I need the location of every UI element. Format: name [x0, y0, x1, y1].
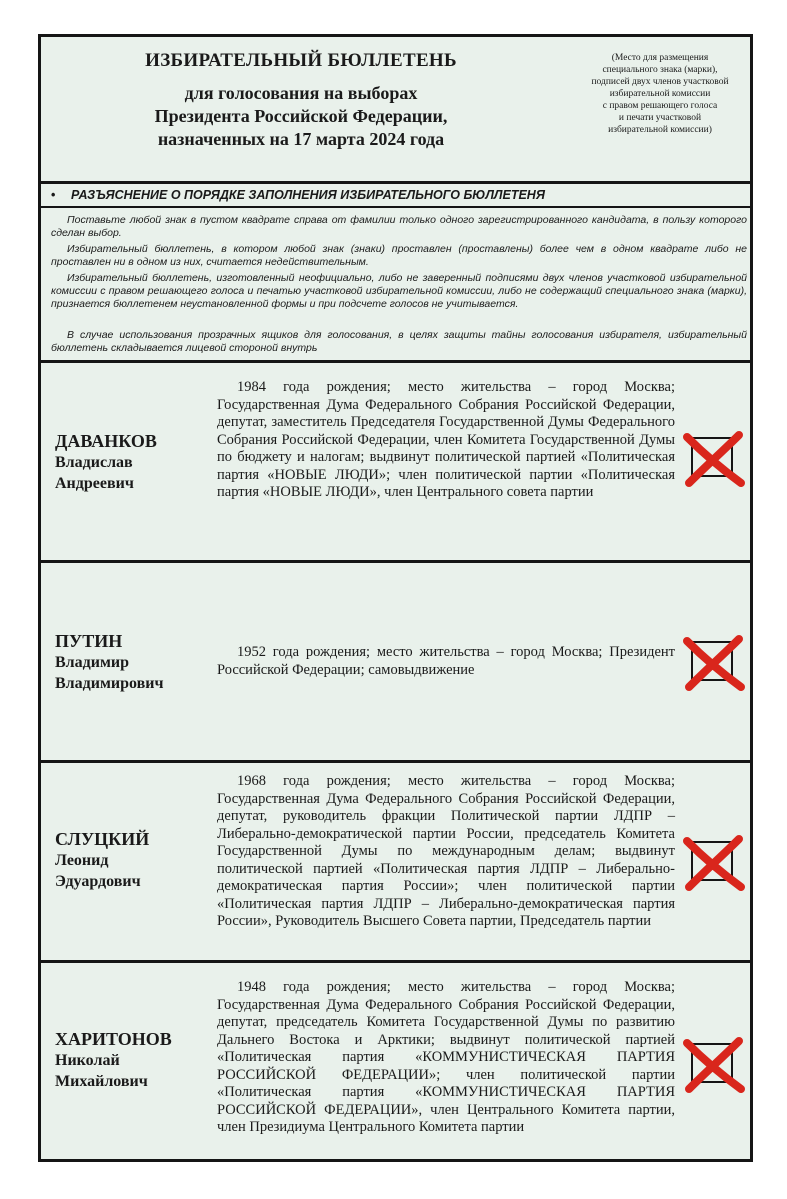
candidate-last-name: ХАРИТОНОВ: [55, 1029, 172, 1049]
vote-checkbox[interactable]: [691, 841, 733, 881]
stamp-note-line: специального знака (марки),: [602, 65, 718, 75]
explanation-body: [41, 208, 750, 363]
stamp-note-line: избирательной комиссии): [608, 125, 712, 135]
candidate-row-slutsky: [41, 763, 750, 963]
red-cross-mark-icon: [681, 1035, 747, 1095]
candidate-name: [55, 1029, 215, 1092]
red-cross-mark-icon: [681, 633, 747, 693]
candidate-patronymic: Владимирович: [55, 675, 164, 692]
explanation-heading: [41, 184, 750, 208]
stamp-note-line: и печати участковой: [618, 113, 702, 123]
candidate-row-kharitonov: [41, 963, 750, 1159]
red-cross-mark-icon: [681, 429, 747, 489]
ballot-title: ИЗБИРАТЕЛЬНЫЙ БЮЛЛЕТЕНЬ: [145, 50, 457, 71]
explanation-paragraph: В случае использования прозрачных ящиков для голосования, в целях защиты тайны голосования избирателя, избирательный бюллетень складывается лицевой стороной внутрь: [51, 329, 747, 354]
subtitle-line: назначенных на 17 марта 2024 года: [157, 129, 445, 149]
candidate-name: [55, 431, 215, 494]
subtitle-line: для голосования на выборах: [184, 83, 418, 103]
candidate-patronymic: Михайлович: [55, 1073, 148, 1090]
candidate-info: 1948 года рождения; место жительства – город Москва; Государственная Дума Федерального Собрания Российской Федерации, депутат, председатель Комитета Государственной Думы по развитию Дальнего Востока и Арктики; выдвинут политической партией «Политическая партия «КОММУНИСТИЧЕСКАЯ ПАРТИЯ РОССИЙСКОЙ ФЕДЕРАЦИИ»; член политической партии «Политическая партия «КОММУНИСТИЧЕСКАЯ ПАРТИЯ РОССИЙСКОЙ ФЕДЕРАЦИИ», член Центрального Комитета партии, член Президиума Центрального Комитета партии: [217, 979, 675, 1135]
candidate-last-name: СЛУЦКИЙ: [55, 829, 150, 849]
candidate-info: 1984 года рождения; место жительства – город Москва; Государственная Дума Федерального Собрания Российской Федерации, депутат, заместитель Председателя Государственной Думы Федерального Собрания Российской Федерации, член Комитета Государственной Думы по бюджету и налогам; выдвинут политической партией «Политическая партия «НОВЫЕ ЛЮДИ»; член политической партии «Политическая партия «НОВЫЕ ЛЮДИ», член Центрального совета партии: [217, 379, 675, 500]
candidate-info: 1952 года рождения; место жительства – город Москва; Президент Российской Федерации; самовыдвижение: [217, 644, 675, 678]
candidate-first-name: Владимир: [55, 654, 129, 671]
red-cross-mark-icon: [681, 833, 747, 893]
ballot-sheet: [38, 34, 753, 1162]
candidate-first-name: Владислав: [55, 454, 133, 471]
candidate-patronymic: Эдуардович: [55, 873, 141, 890]
stamp-note-line: подписей двух членов участковой: [591, 77, 729, 87]
stamp-placeholder-note: [589, 52, 731, 136]
candidate-row-putin: [41, 563, 750, 763]
explanation-paragraph: Избирательный бюллетень, в котором любой знак (знаки) проставлен (проставлены) более чем в одном квадрате либо не проставлен ни в одном из них, считается недействительным.: [51, 243, 747, 268]
candidate-name: [55, 829, 215, 892]
vote-checkbox[interactable]: [691, 1043, 733, 1083]
candidate-last-name: ПУТИН: [55, 631, 123, 651]
ballot-subtitle: [41, 82, 561, 151]
candidate-first-name: Николай: [55, 1052, 120, 1069]
ballot-header: [41, 37, 750, 184]
candidate-info: 1968 года рождения; место жительства – город Москва; Государственная Дума Федерального Собрания Российской Федерации, депутат, руководитель фракции Политической партии ЛДПР – Либерально-демократической партии России, председатель Комитета Государственной Думы по международным делам; выдвинут политической партией «Политическая партия ЛДПР – Либерально-демократическая партия России»; член политической партии «Политическая партия ЛДПР – Либерально-демократическая партия России», Руководитель Высшего Совета партии, Председатель партии: [217, 773, 675, 929]
candidate-patronymic: Андреевич: [55, 475, 134, 492]
vote-checkbox[interactable]: [691, 437, 733, 477]
candidate-last-name: ДАВАНКОВ: [55, 431, 157, 451]
candidate-name: [55, 631, 215, 694]
bullet-icon: •: [51, 188, 56, 202]
explanation-paragraph: Поставьте любой знак в пустом квадрате справа от фамилии только одного зарегистрированного кандидата, в пользу которого сделан выбор.: [51, 214, 747, 239]
vote-checkbox[interactable]: [691, 641, 733, 681]
stamp-note-line: с правом решающего голоса: [602, 101, 718, 111]
stamp-note-line: (Место для размещения: [611, 53, 709, 63]
explanation-paragraph: Избирательный бюллетень, изготовленный неофициально, либо не заверенный подписями двух членов участковой избирательной комиссии с правом решающего голоса и печатью участковой избирательной комиссии, либо не содержащий специального знака (марки), признается бюллетенем неустановленной формы и при подсчете голосов не учитывается.: [51, 272, 747, 310]
stamp-note-line: избирательной комиссии: [609, 89, 711, 99]
candidate-first-name: Леонид: [55, 852, 109, 869]
subtitle-line: Президента Российской Федерации,: [154, 106, 448, 126]
candidate-row-davankov: [41, 363, 750, 563]
explanation-heading-text: РАЗЪЯСНЕНИЕ О ПОРЯДКЕ ЗАПОЛНЕНИЯ ИЗБИРАТЕЛЬНОГО БЮЛЛЕТЕНЯ: [71, 188, 545, 202]
